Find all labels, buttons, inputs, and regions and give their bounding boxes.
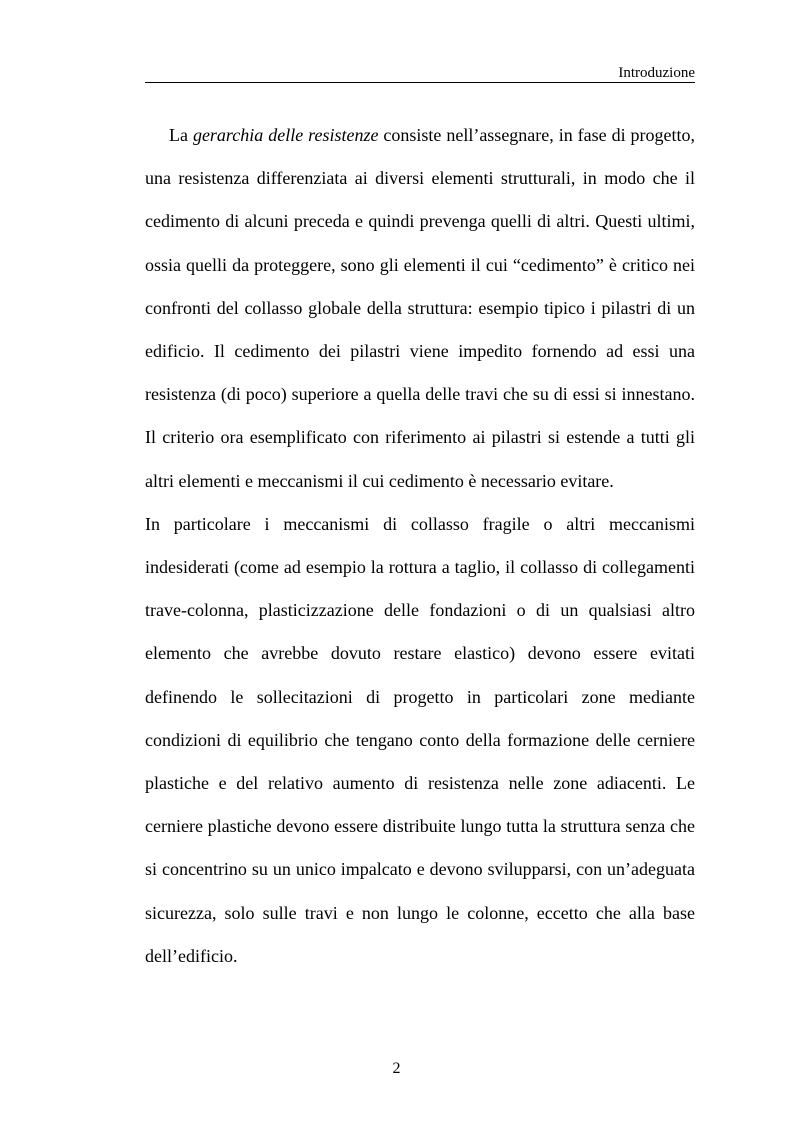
paragraph-1-text: consiste nell’assegnare, in fase di progetto, una resistenza differenziata ai diversi elementi strutturali, in modo che il cedimento di alcuni preceda e quindi prevenga quelli di altri. Questi ultimi, ossia quelli da proteggere, sono gli elementi il cui “cedimento” è critico nei confronti del collasso globale della struttura: esempio tipico i pilastri di un edificio. Il cedimento dei pilastri viene impedito fornendo ad essi una resistenza (di poco) superiore a quella delle travi che su di essi si innestano. Il criterio ora esemplificato con riferimento ai pilastri si estende a tutti gli altri elementi e meccanismi il cui cedimento è necessario evitare.	[145, 125, 696, 491]
paragraph-1-intro: La	[169, 125, 193, 145]
header-rule	[145, 82, 695, 83]
running-header	[145, 64, 695, 82]
page-number: 2	[392, 1060, 401, 1077]
paragraph-2: In particolare i meccanismi di collasso fragile o altri meccanismi indesiderati (come ad esempio la rottura a taglio, il collasso di collegamenti trave-colonna, plasticizzazione delle fondazioni o di un qualsiasi altro elemento che avrebbe dovuto restare elastico) devono essere evitati definendo le sollecitazioni di progetto in particolari zone mediante condizioni di equilibrio che tengano conto della formazione delle cerniere plastiche e del relativo aumento di resistenza nelle zone adiacenti. Le cerniere plastiche devono essere distribuite lungo tutta la struttura senza che si concentrino su un unico impalcato e devono svilupparsi, con un’adeguata sicurezza, solo sulle travi e non lungo le colonne, eccetto che alla base dell’edificio.	[145, 513, 695, 966]
paragraph-1	[145, 114, 695, 503]
body-text	[145, 114, 695, 978]
paragraph-1-term: gerarchia delle resistenze	[192, 125, 379, 145]
header-title: Introduzione	[618, 65, 695, 81]
